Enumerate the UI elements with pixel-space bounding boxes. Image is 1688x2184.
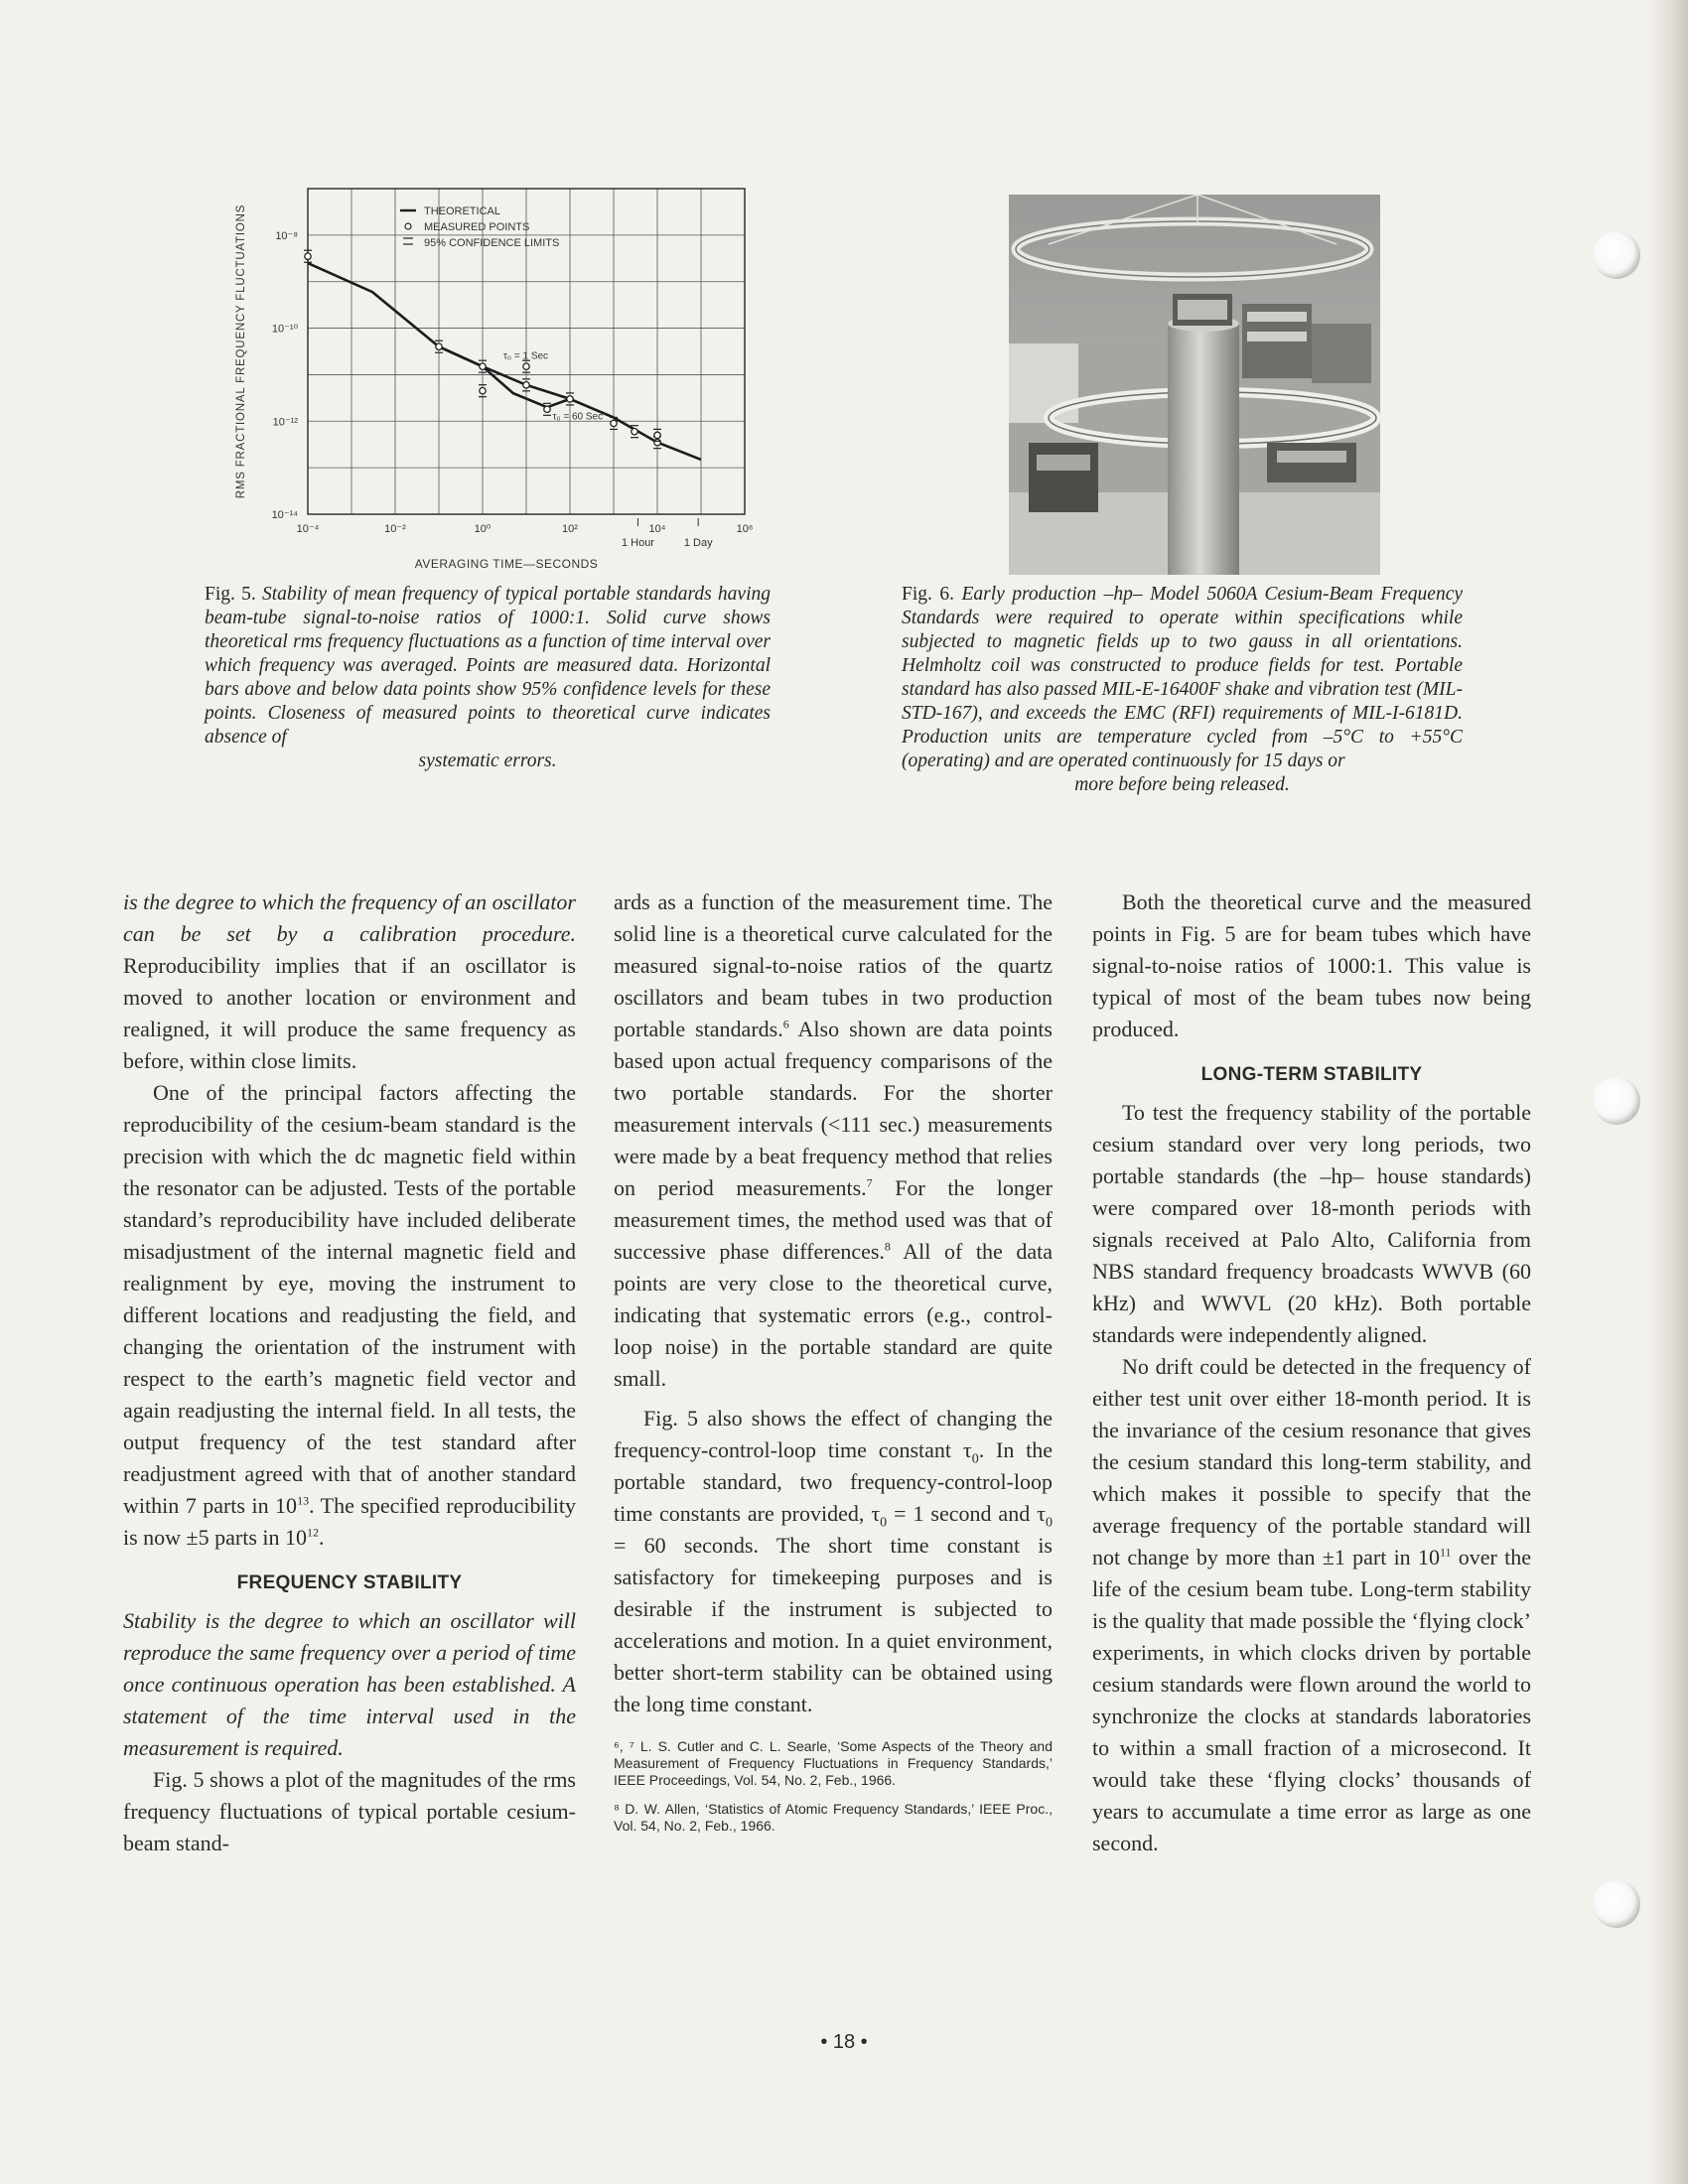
x-tick-label: 10⁻⁴ (296, 523, 320, 535)
text-column-2 (614, 887, 1053, 1846)
binder-hole-top (1593, 231, 1640, 279)
footnote-ref: 7 (866, 1175, 873, 1190)
text-column-3 (1092, 887, 1531, 1859)
x-tick-label: 10⁶ (736, 523, 754, 535)
y-axis-title: RMS FRACTIONAL FREQUENCY FLUCTUATIONS (235, 204, 247, 499)
y-tick-label: 10⁻¹⁰ (271, 323, 298, 336)
signal-to-noise-paragraph: Both the theoretical curve and the measured points in Fig. 5 are for beam tubes which have signal-to-noise ratios of 1000:1. This value is typical of most of the beam tubes now being produced. (1092, 889, 1531, 1041)
figure5-caption-lead: Fig. 5. (205, 584, 256, 605)
figure6-caption (902, 583, 1463, 797)
page-number: • 18 • (820, 2031, 868, 2053)
measured-point (436, 343, 442, 349)
footnote-8: ⁸ D. W. Allen, ‘Statistics of Atomic Frequency Standards,’ IEEE Proc., Vol. 54, No. 2, Feb., 1966. (614, 1801, 1053, 1834)
legend-entry: THEORETICAL (424, 205, 501, 217)
measured-point (654, 432, 660, 438)
figure5-caption-text: Stability of mean frequency of typical portable standards having beam-tube signal-to-noise ratios of 1000:1. Solid curve shows theoretical rms frequency fluctuations as a function of time interval over which frequency was averaged. Points are measured data. Horizontal bars above and below data points show 95% confidence levels for these points. Closeness of measured points to theoretical curve indicates absence of (205, 584, 771, 748)
legend-entry: 95% CONFIDENCE LIMITS (424, 237, 560, 249)
x-tick-label: 10⁰ (474, 523, 492, 535)
binder-hole-bottom (1593, 1880, 1640, 1928)
x-axis-title: AVERAGING TIME—SECONDS (414, 557, 599, 571)
figure6-caption-last-line: more before being released. (1074, 774, 1290, 795)
text-run: = 1 second and τ (887, 1501, 1046, 1526)
y-tick-label: 10⁻⁸ (275, 229, 298, 242)
fig5-intro-paragraph: Fig. 5 shows a plot of the magnitudes of the rms frequency fluctuations of typical portable cesium-beam stand- (123, 1767, 576, 1855)
measured-point (567, 396, 573, 402)
heading-frequency-stability: FREQUENCY STABILITY (236, 1572, 463, 1593)
text-run: . (319, 1525, 325, 1550)
heading-long-term-stability: LONG-TERM STABILITY (1200, 1064, 1423, 1085)
long-term-test-paragraph: To test the frequency stability of the portable cesium standard over very long periods, two portable standards (the –hp– house standards) were compared over 18-month periods with signals received at Palo Alto, California from NBS standard frequency broadcasts WWVB (60 kHz) and WWVL (20 kHz). Both portable standards were independently aligned. (1092, 1100, 1531, 1347)
figure6-photo-helmholtz-coil (1009, 195, 1380, 575)
stability-definition: Stability is the degree to which an oscillator will reproduce the same frequency over a period of time once continuous operation has been established. A statement of the time interval used in the measurement is required. (123, 1608, 576, 1760)
figure6-caption-lead: Fig. 6. (902, 584, 954, 605)
measured-point (523, 382, 529, 388)
footnotes (614, 1738, 1053, 1835)
reproducibility-tests-paragraph (123, 1077, 576, 1554)
figure5-caption-last-line: systematic errors. (418, 751, 557, 771)
x-annotation-label: 1 Hour (621, 537, 654, 549)
figure5-chart (226, 177, 763, 579)
superscript: 13 (297, 1493, 310, 1508)
text-run: . In the portable standard, two frequency-control-loop time constants are provided, τ (614, 1437, 1053, 1526)
y-tick-label: 10⁻¹⁴ (271, 509, 298, 521)
binder-hole-middle (1593, 1077, 1640, 1125)
legend-entry: MEASURED POINTS (424, 221, 530, 233)
subscript: 0 (971, 1451, 979, 1467)
footnote-6-7: ⁶, ⁷ L. S. Cutler and C. L. Searle, ‘Some Aspects of the Theory and Measurement of Frequency Fluctuations in Frequency Standards,’ IEEE Proceedings, Vol. 54, No. 2, Feb., 1966. (614, 1738, 1053, 1788)
text-run: One of the principal factors affecting the reproducibility of the cesium-beam standard is the precision with which the dc magnetic field within the resonator can be adjusted. Tests of the portable standard’s reproducibility have included deliberate misadjustment of the internal magnetic field and realignment by eye, moving the instrument to different locations and readjusting the field, and changing the orientation of the instrument with respect to the earth’s magnetic field vector and again readjusting the internal field. In all tests, the output frequency of the test standard after readjustment agreed with that of another standard within 7 parts in 10 (123, 1080, 576, 1518)
measured-point (305, 253, 311, 259)
x-tick-label: 10⁻² (384, 523, 406, 535)
text-run: For the longer measurement times, the method used was that of successive phase differences. (614, 1175, 1053, 1264)
page-edge-shadow (1648, 0, 1688, 2184)
x-annotation-label: 1 Day (683, 537, 713, 549)
measured-point (611, 420, 617, 426)
text-run: Also shown are data points based upon actual frequency comparisons of the two portable standards. For the shorter measurement intervals (<111 sec.) measurements were made by a beat frequency method that relies on period measurements. (614, 1017, 1053, 1200)
measured-point (632, 428, 637, 434)
measurement-paragraph (614, 887, 1053, 1395)
text-run: Fig. 5 also shows the effect of changing the frequency-control-loop time constant τ (614, 1406, 1053, 1462)
y-tick-label: 10⁻¹² (272, 416, 298, 429)
superscript: 11 (1439, 1545, 1452, 1560)
tau-annotation: τ₀ = 60 Sec (552, 411, 604, 423)
measured-point (544, 406, 550, 412)
measured-point (523, 363, 529, 369)
text-run: over the life of the cesium beam tube. Long-term stability is the quality that made possible the ‘flying clock’ experiments, in which clocks driven by portable cesium standards were flown around the world to synchronize the clocks at standards laboratories to within a small fraction of a microsecond. It would take these ‘flying clocks’ thousands of years to accumulate a time error as large as one second. (1092, 1545, 1531, 1855)
text-run: ards as a function of the measurement time. The solid line is a theoretical curve calculated for the measured signal-to-noise ratios of the quartz oscillators and beam tubes in two production portable standards. (614, 889, 1053, 1041)
no-drift-paragraph (1092, 1351, 1531, 1859)
footnote-ref: 6 (782, 1017, 789, 1031)
text-run: All of the data points are very close to the theoretical curve, indicating that systematic errors (e.g., control-loop noise) in the portable standard are quite small. (614, 1239, 1053, 1391)
reproducibility-paragraph (123, 887, 576, 1077)
superscript: 12 (307, 1525, 320, 1540)
text-run: . The specified reproducibility is now ±5 parts in 10 (123, 1493, 576, 1550)
legend-swatch-measured (405, 223, 411, 229)
reproducibility-definition: is the degree to which the frequency of an oscillator can be set by a calibration procedure. (123, 889, 576, 946)
x-tick-label: 10² (562, 523, 578, 535)
figure5-caption (205, 583, 771, 773)
text-column-1 (123, 887, 576, 1859)
measured-point (654, 439, 660, 445)
figure6-caption-text: Early production –hp– Model 5060A Cesium-Beam Frequency Standards were required to operate within specifications while subjected to magnetic fields up to two gauss in all orientations. Helmholtz coil was constructed to produce fields for test. Portable standard has also passed MIL-E-16400F shake and vibration test (MIL-STD-167), and exceeds the EMC (RFI) requirements of MIL-I-6181D. Production units are temperature cycled from –5°C to +55°C (operating) and are operated continuously for 15 days or (902, 584, 1464, 771)
x-tick-label: 10⁴ (648, 523, 666, 535)
time-constant-paragraph (614, 1403, 1053, 1720)
tau-annotation: τ₀ = 1 Sec (502, 350, 549, 362)
text-run: = 60 seconds. The short time constant is satisfactory for timekeeping purposes and is desirable if the instrument is subjected to accelerations and motion. In a quiet environment, better short-term stability can be obtained using the long time constant. (614, 1533, 1053, 1716)
subscript: 0 (1045, 1515, 1053, 1531)
measured-point (480, 363, 486, 369)
footnote-ref: 8 (884, 1239, 891, 1254)
reproducibility-text: Reproducibility implies that if an oscillator is moved to another location or environment and realigned, it will produce the same frequency as before, within close limits. (123, 953, 576, 1073)
subscript: 0 (880, 1515, 888, 1531)
measured-point (480, 387, 486, 393)
figure5-chart-svg (226, 177, 763, 579)
text-run: No drift could be detected in the frequency of either test unit over either 18-month period. It is the invariance of the cesium resonance that gives the cesium standard this long-term stability, and which makes it possible to specify that the average frequency of the portable standard will not change by more than ±1 part in 10 (1092, 1354, 1531, 1570)
chart-legend (400, 205, 559, 249)
